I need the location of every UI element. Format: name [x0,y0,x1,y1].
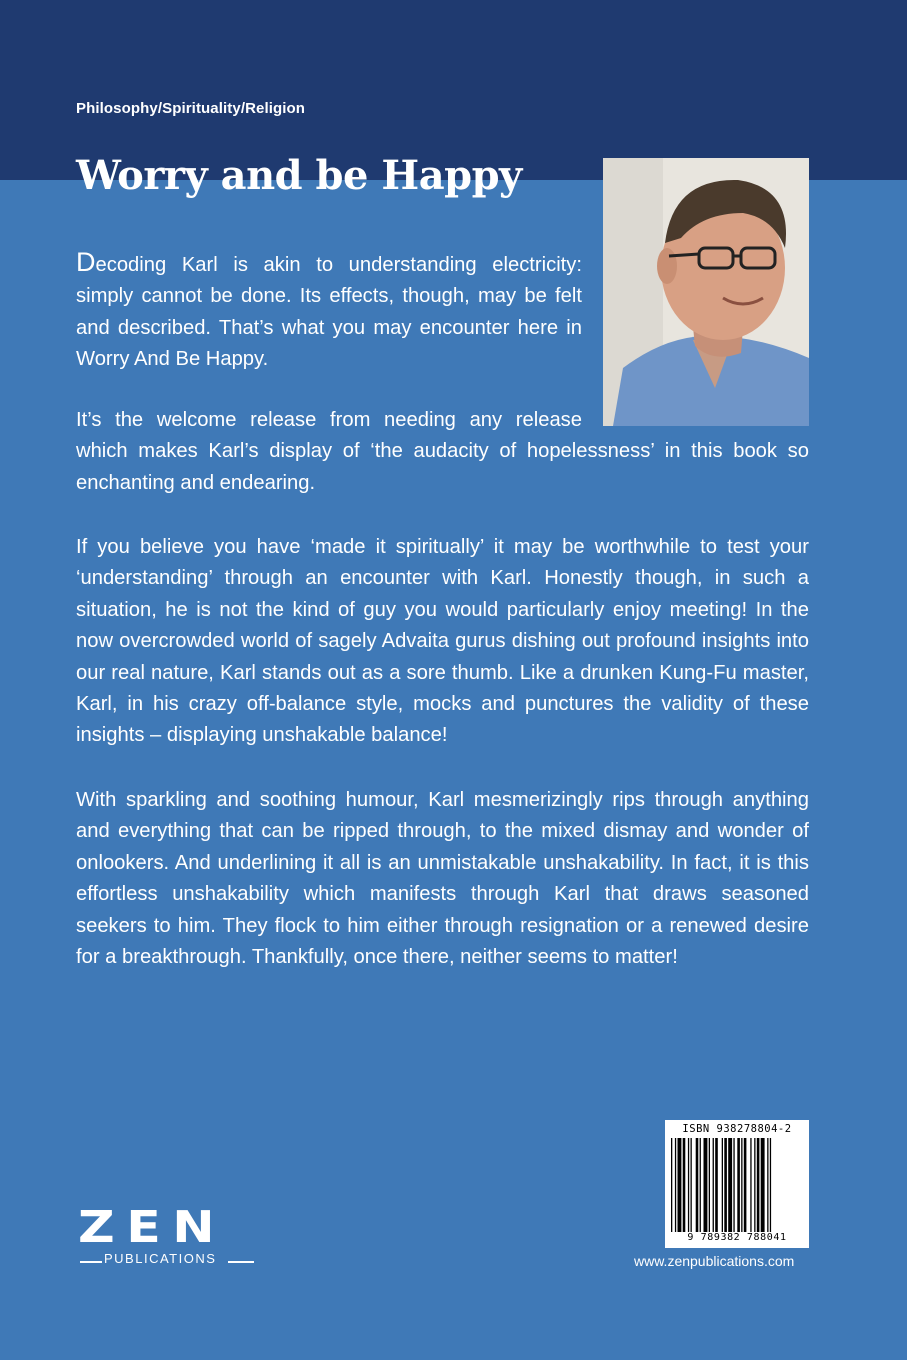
blurb-paragraph-2-text: which makes Karl’s display of ‘the audacity of hopelessness’ in this book so enchanting and endearing. [76,440,809,494]
barcode-bar [675,1138,676,1232]
publisher-website: www.zenpublications.com [634,1253,795,1269]
barcode-bar [691,1138,692,1232]
book-title: Worry and be Happy [76,152,522,199]
blurb-paragraph-4: With sparkling and soothing humour, Karl mesmerizingly rips through anything and everything that can be ripped through, to the mixed dismay and wonder of onlookers. And underlining it all is an unmistakable unshakability. In fact, it is this effortless unshakability which manifests through Karl that draws seasoned seekers to him. They flock to him either through resignation or a renewed desire for a breakthrough. Thankfully, once there, neither seems to matter! [76,789,809,969]
barcode-bar [724,1138,727,1232]
logo-word: ZEN [78,1202,227,1253]
barcode-bar [754,1138,755,1232]
barcode-bar [761,1138,765,1232]
barcode-bar [733,1138,734,1232]
blurb-paragraph-3: If you believe you have ‘made it spiritually’ it may be worthwhile to test your ‘understanding’ through an encounter with Karl. Honestly though, in such a situation, he is not the kind of guy you would particularly enjoy meeting! In the now overcrowded world of sagely Advaita gurus dishing out profound insights into our real nature, Karl stands out as a sore thumb. Like a drunken Kung-Fu master, Karl, in his crazy off-balance style, mocks and punctures the validity of these insights – displaying unshakable balance! [76,536,809,747]
barcode-bar [715,1138,718,1232]
barcode-bar [700,1138,701,1232]
isbn-label: ISBN 938278804-2 [682,1123,792,1135]
blurb-paragraph-2 [76,405,809,499]
barcode-bar [696,1138,699,1232]
barcode-bars [671,1138,803,1232]
barcode-bar [722,1138,723,1232]
barcode-bar [728,1138,732,1232]
logo-line-left [80,1261,102,1263]
barcode-bar [709,1138,710,1232]
drop-cap: D [76,247,96,277]
barcode-bar [770,1138,771,1232]
barcode-bar [704,1138,708,1232]
category-label: Philosophy/Spirituality/Religion [76,100,306,117]
blurb-paragraph-2-line-1: It’s the welcome release from needing any release [76,409,582,431]
barcode-bar [737,1138,740,1232]
barcode-bar [741,1138,742,1232]
barcode-bar [688,1138,689,1232]
barcode-bar [683,1138,686,1232]
barcode-bar [678,1138,682,1232]
barcode-bar [744,1138,747,1232]
publisher-logo [76,1202,256,1272]
logo-line-right [228,1261,254,1263]
barcode-bar [671,1138,672,1232]
blurb-paragraph-1-text: ecoding Karl is akin to understanding electricity: simply cannot be done. Its effects, though, may be felt and described. That’s what you may encounter here in Worry And Be Happy. [76,254,582,371]
logo-subtitle: PUBLICATIONS [104,1251,217,1266]
barcode-bar [757,1138,760,1232]
barcode-bar [767,1138,768,1232]
barcode-bar [750,1138,751,1232]
blurb-paragraph-1 [76,247,582,376]
barcode-digits: 9 789382 788041 [687,1232,787,1243]
author-photo [603,158,809,426]
barcode [665,1120,809,1248]
barcode-bar [713,1138,714,1232]
